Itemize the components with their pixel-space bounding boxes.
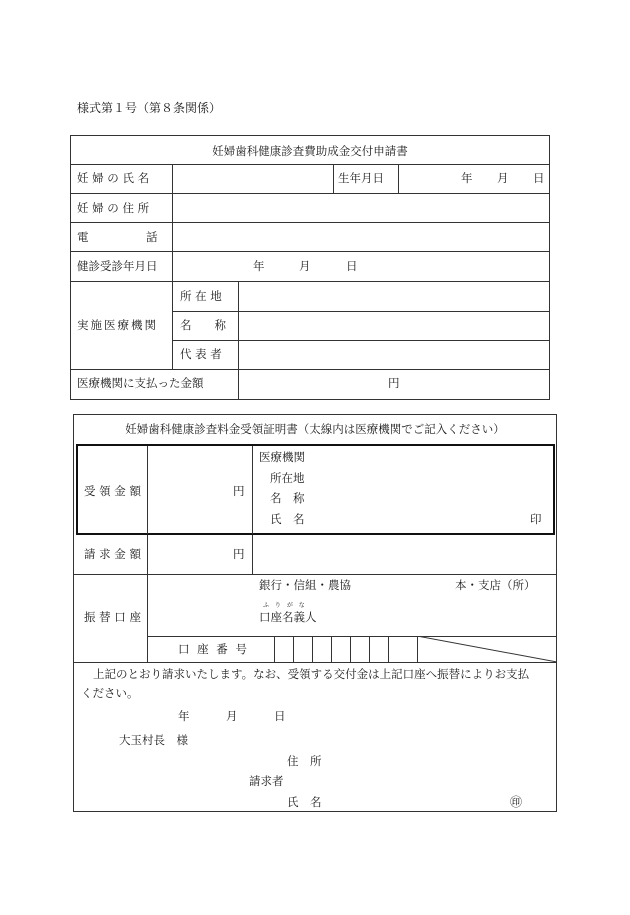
claim-day: 日 [274,709,286,723]
claimant-address-field[interactable] [330,750,530,770]
exam-month: 月 [299,259,311,273]
bank-types: 銀行・信組・農協 [259,578,351,592]
birth-month: 月 [497,171,509,185]
claimant-address-label: 住 所 [287,754,322,768]
cert-institution-name: 名 称 [270,491,305,505]
institution-representative-field[interactable] [240,342,548,368]
birth-year: 年 [461,171,473,185]
birth-date-label: 生年月日 [338,171,384,185]
received-amount-field[interactable] [150,448,230,532]
account-holder-ruby: ふ り が な [263,602,307,609]
paid-amount-label: 医療機関に支払った金額 [77,376,204,390]
phone-label: 電 話 [77,230,158,244]
branch-types: 本・支店（所） [455,578,536,592]
pregnant-name-label: 妊 婦 の 氏 名 [77,171,150,185]
birth-day: 日 [533,171,545,185]
claim-month: 月 [226,709,238,723]
pregnant-address-label: 妊 婦 の 住 所 [77,201,150,215]
exam-year: 年 [253,259,265,273]
account-diagonal-line [417,636,557,662]
claimant-seal: ㊞ [510,795,523,809]
cert-institution-person: 氏 名 [270,512,305,526]
account-number-label: 口 座 番 号 [178,642,249,656]
claimant-name-field[interactable] [330,791,500,811]
certificate-title: 妊婦歯科健康診査料金受領証明書（太線内は医療機関でご記入ください） [125,422,505,436]
form-number: 様式第１号（第８条関係） [77,101,222,115]
requested-amount-label: 請 求 金 額 [84,547,141,561]
transfer-account-label: 振 替 口 座 [84,610,141,624]
institution-representative-label: 代 表 者 [180,347,222,361]
declaration-text-2: ください。 [81,686,139,700]
declaration-text: 上記のとおり請求いたします。なお、受領する交付金は上記口座へ振替によりお支払 [93,667,530,681]
paid-amount-unit: 円 [388,376,400,390]
cert-institution-location: 所在地 [270,471,305,485]
institution-name-label: 名 称 [180,318,226,332]
institution-label: 実施医療機関 [77,318,158,332]
received-amount-label: 受 領 金 額 [84,484,141,498]
pregnant-address-field[interactable] [174,195,548,221]
claimant-name-label: 氏 名 [287,795,322,809]
institution-location-field[interactable] [240,283,548,310]
requested-amount-field[interactable] [150,538,230,572]
claim-year: 年 [178,709,190,723]
institution-name-field[interactable] [240,313,548,339]
application-title: 妊婦歯科健康診査費助成金交付申請書 [212,144,408,158]
exam-day: 日 [346,259,358,273]
institution-location-label: 所 在 地 [180,289,222,303]
cert-seal: 印 [530,512,542,526]
requested-amount-unit: 円 [233,547,245,561]
pregnant-name-field[interactable] [174,166,331,192]
cert-institution-heading: 医療機関 [259,450,305,464]
phone-field[interactable] [174,224,548,250]
claimant-label: 請求者 [249,774,284,788]
received-amount-unit: 円 [233,484,245,498]
addressee: 大玉村長 様 [119,733,188,747]
account-number-field[interactable] [275,638,416,661]
account-holder-label: 口座名義人 [259,610,317,624]
exam-date-label: 健診受診年月日 [77,259,158,273]
